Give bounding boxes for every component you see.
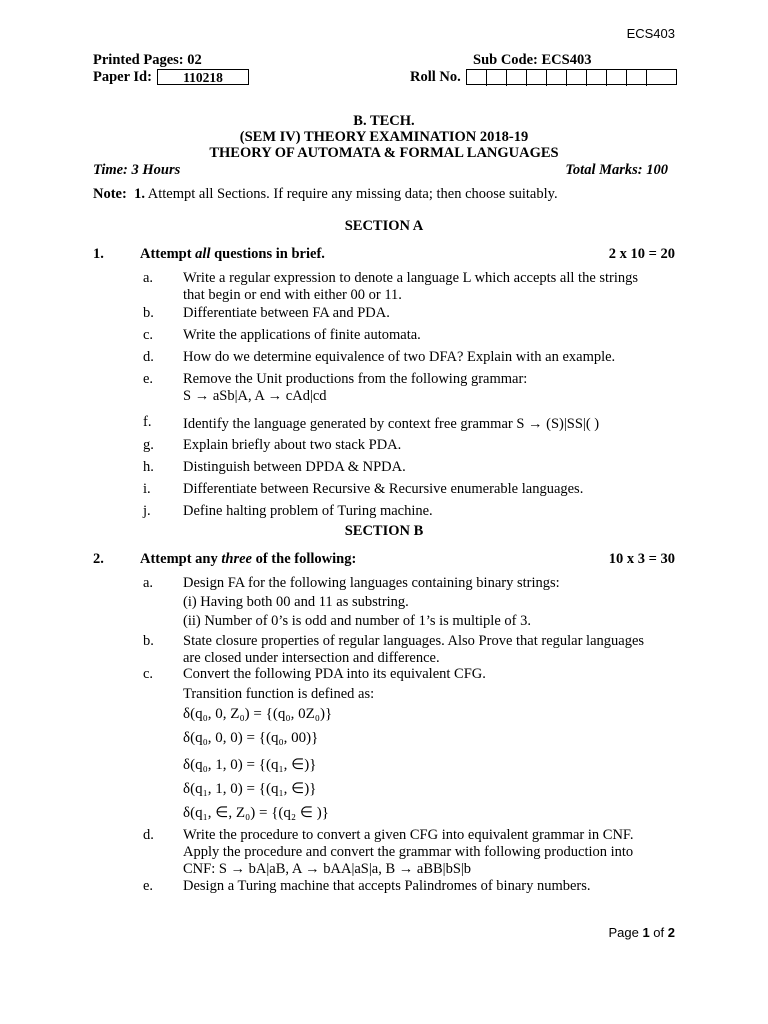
q2d-text: Write the procedure to convert a given CFG into equivalent grammar in CNF. <box>183 827 634 843</box>
total-marks: Total Marks: 100 <box>565 162 668 178</box>
q2c-transition-3: δ(q₀, 1, 0) = {(q₁, ∈)} <box>183 757 317 773</box>
q2c-transition-1: δ(q₀, 0, Z₀) = {(q₀, 0Z₀)} <box>183 706 333 722</box>
q1h-text: Distinguish between DPDA & NPDA. <box>183 459 406 475</box>
q1d-label: d. <box>143 349 154 365</box>
exam-title: (SEM IV) THEORY EXAMINATION 2018-19 <box>239 129 529 145</box>
degree-title: B. TECH. <box>353 113 415 129</box>
paper-id-box <box>157 69 249 85</box>
q2c-text: Convert the following PDA into its equivalent CFG. <box>183 666 486 682</box>
paper-id-label: Paper Id: <box>93 69 152 85</box>
q2a-part-i: (i) Having both 00 and 11 as substring. <box>183 594 409 610</box>
q1b-label: b. <box>143 305 154 321</box>
q2d-text-cont: Apply the procedure and convert the grammar with following production into <box>183 844 634 860</box>
roll-no-cell[interactable] <box>647 70 667 86</box>
q1i-text: Differentiate between Recursive & Recursive enumerable languages. <box>183 481 584 497</box>
roll-no-cell[interactable] <box>607 70 627 86</box>
note <box>93 186 558 203</box>
paper-id-value: 110218 <box>183 70 223 85</box>
q2c-transition-5: δ(q₁, ∈, Z₀) = {(q₂ ∈ )} <box>183 805 329 821</box>
q1-number: 1. <box>93 246 104 262</box>
q1i-label: i. <box>143 481 151 497</box>
note-label: Note: <box>93 186 127 202</box>
q2a-text: Design FA for the following languages containing binary strings: <box>183 575 560 591</box>
note-text: Attempt all Sections. If require any missing data; then choose suitably. <box>147 186 558 202</box>
q1f-text: Identify the language generated by context free grammar S → (S)|SS|( ) <box>183 416 600 432</box>
page-code: ECS403 <box>626 26 675 41</box>
q1d-text: How do we determine equivalence of two DFA? Explain with an example. <box>183 349 616 365</box>
note-number: 1. <box>134 186 145 202</box>
roll-no-cell[interactable] <box>467 70 487 86</box>
q1j-text: Define halting problem of Turing machine. <box>183 503 433 519</box>
roll-no-cell[interactable] <box>547 70 567 86</box>
roll-no-cell[interactable] <box>587 70 607 86</box>
q2-instruction: Attempt any three of the following: <box>140 551 357 567</box>
roll-no-cell[interactable] <box>627 70 647 86</box>
printed-pages: Printed Pages: 02 <box>93 52 202 68</box>
q1e-text: Remove the Unit productions from the following grammar: <box>183 371 528 387</box>
q1g-text: Explain briefly about two stack PDA. <box>183 437 402 453</box>
q2-marks: 10 x 3 = 30 <box>608 551 675 567</box>
q1c-label: c. <box>143 327 154 343</box>
section-a-heading: SECTION A <box>344 218 424 234</box>
roll-no-cell[interactable] <box>567 70 587 86</box>
q1b-text: Differentiate between FA and PDA. <box>183 305 390 321</box>
q2b-label: b. <box>143 633 154 649</box>
roll-no-label: Roll No. <box>410 69 461 85</box>
q1f-label: f. <box>143 414 152 430</box>
q2b-text: State closure properties of regular languages. Also Prove that regular languages <box>183 633 645 649</box>
roll-no-box[interactable] <box>466 69 677 85</box>
q2-number: 2. <box>93 551 104 567</box>
q2e-text: Design a Turing machine that accepts Palindromes of binary numbers. <box>183 878 591 894</box>
q2e-label: e. <box>143 878 154 894</box>
section-b-heading: SECTION B <box>344 523 424 539</box>
q2c-transition-2: δ(q₀, 0, 0) = {(q₀, 00)} <box>183 730 319 746</box>
q1-instruction: Attempt all questions in brief. <box>140 246 325 262</box>
sub-code: Sub Code: ECS403 <box>473 52 592 68</box>
q1a-label: a. <box>143 270 154 286</box>
q2c-label: c. <box>143 666 154 682</box>
q1h-label: h. <box>143 459 154 475</box>
time-allowed: Time: 3 Hours <box>93 162 181 178</box>
q1c-text: Write the applications of finite automata. <box>183 327 421 343</box>
roll-no-cell[interactable] <box>487 70 507 86</box>
roll-no-cell[interactable] <box>527 70 547 86</box>
q1g-label: g. <box>143 437 154 453</box>
q1-marks: 2 x 10 = 20 <box>608 246 675 262</box>
q2d-grammar: CNF: S → bA|aB, A → bAA|aS|a, B → aBB|bS|b <box>183 861 472 877</box>
q1a-text: Write a regular expression to denote a language L which accepts all the strings <box>183 270 639 286</box>
q1e-label: e. <box>143 371 154 387</box>
q2b-text-cont: are closed under intersection and difference. <box>183 650 440 666</box>
q2d-label: d. <box>143 827 154 843</box>
q2c-text-cont: Transition function is defined as: <box>183 686 375 702</box>
roll-no-cell[interactable] <box>507 70 527 86</box>
q1j-label: j. <box>143 503 151 519</box>
q2c-transition-4: δ(q₁, 1, 0) = {(q₁, ∈)} <box>183 781 317 797</box>
q2a-label: a. <box>143 575 154 591</box>
q2a-part-ii: (ii) Number of 0’s is odd and number of 1’s is multiple of 3. <box>183 613 531 629</box>
q1a-text-cont: that begin or end with either 00 or 11. <box>183 287 402 303</box>
page-number: Page 1 of 2 <box>608 925 675 940</box>
subject-title: THEORY OF AUTOMATA & FORMAL LANGUAGES <box>209 145 559 161</box>
q1e-grammar: S → aSb|A, A → cAd|cd <box>183 388 327 404</box>
